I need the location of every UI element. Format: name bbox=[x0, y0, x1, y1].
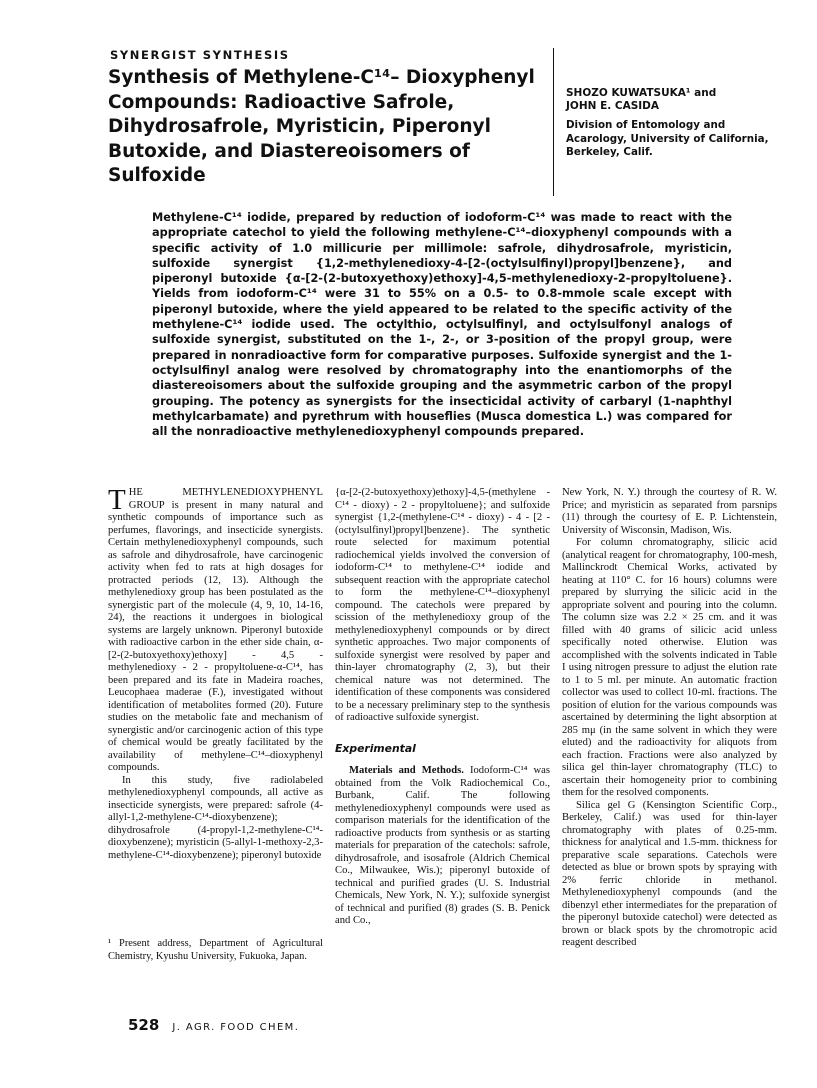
body-paragraph: Silica gel G (Kensington Scientific Corp., Berkeley, Calif.) was used for thin-layer chromatography with plates of 0.25-mm. thickness for analytical and 1.5-mm. thickness for preparative scale separations. Catechols were detected as blue or brown spots by spraying with 2% ferric chloride in methanol. Methylenedioxyphenyl compounds (and the dibenzyl ether intermediates for the preparation of the piperonyl butoxide catechol) were detected as brown or black spots by the chromotropic acid reagent described bbox=[562, 799, 777, 948]
body-paragraph bbox=[335, 765, 550, 928]
vertical-rule bbox=[553, 48, 554, 196]
journal-name: J. AGR. FOOD CHEM. bbox=[172, 1022, 300, 1033]
paragraph-text: HE METHYLENEDIOXYPHENYL GROUP is present in many natural and synthetic compounds of importance such as perfumes, flavorings, and insecticide synergists. Certain methylenedioxyphenyl compounds, such as safrole and dihydrosafrole, have carcinogenic activity when fed to rats at high dosages for protracted periods (12, 13). Although the methylenedioxy group has been postulated as the synergistic part of the molecule (4, 9, 10, 14-16, 24), the reactions it undergoes in biological systems are largely unknown. Piperonyl butoxide with radioactive carbon in the ether side chain, α-[2-(2-butoxyethoxy)ethoxy] - 4,5 - methylenedioxy - 2 - propyltoluene-α-C¹⁴, has been prepared and its fate in Madeira roaches, Leucophaea maderae (F.), investigated without identification of metabolites formed (20). Future studies on the metabolic fate and mechanism of synergistic and/or carcinogenic action of this type of chemical would be greatly facilitated by the availability of methylene–C¹⁴–dioxyphenyl compounds. bbox=[108, 487, 323, 773]
affiliation-line: Acarology, University of California, bbox=[566, 132, 769, 145]
text-column-2 bbox=[335, 487, 550, 928]
article-title: Synthesis of Methylene-C¹⁴– Dioxyphenyl Compounds: Radioactive Safrole, Dihydrosafrole, Myristicin, Piperonyl Butoxide, and Diastereoisomers of Sulfoxide bbox=[108, 67, 535, 186]
author-line: JOHN E. CASIDA bbox=[566, 100, 660, 112]
intro-paragraph bbox=[108, 484, 323, 775]
body-paragraph: New York, N. Y.) through the courtesy of R. W. Price; and myristicin as separated from parsnips (11) through the courtesy of E. P. Lichtenstein, University of Wisconsin, Madison, Wis. bbox=[562, 487, 777, 536]
text-column-1 bbox=[108, 484, 323, 922]
section-heading: Experimental bbox=[335, 741, 416, 755]
affiliation-line: Berkeley, Calif. bbox=[566, 146, 653, 158]
section-label: SYNERGIST SYNTHESIS bbox=[110, 48, 290, 62]
affiliation-line: Division of Entomology and bbox=[566, 119, 726, 131]
paragraph-text: Iodoform-C¹⁴ was obtained from the Volk Radiochemical Co., Burbank, Calif. The following methylenedioxyphenyl compounds were used as comparison materials for the identification of the radioactive products from synthesis or as starting materials for preparation of the catechols: safrole, dihydrosafrole, and isosafrole (Aldrich Chemical Co., Milwaukee, Wis.); piperonyl butoxide of technical and purified grades (U. S. Industrial Chemicals, New York, N. Y.); sulfoxide synergist of technical and purified (8) grades (S. B. Penick and Co., bbox=[335, 765, 550, 926]
footnote: ¹ Present address, Department of Agricultural Chemistry, Kyushu University, Fukuoka, Japan. bbox=[108, 938, 323, 962]
text-column-3 bbox=[562, 487, 777, 950]
body-paragraph: In this study, five radiolabeled methylenedioxyphenyl compounds, all active as insecticide synergists, were prepared: safrole (4-allyl-1,2-methylene-C¹⁴-dioxybenzene); dihydrosafrole (4-propyl-1,2-methylene-C¹⁴-dioxybenzene); myristicin (5-allyl-1-methoxy-2,3-methylene-C¹⁴-dioxybenzene); piperonyl butoxide bbox=[108, 774, 323, 861]
body-paragraph: {α-[2-(2-butoxyethoxy)ethoxy]-4,5-(methylene - C¹⁴ - dioxy) - 2 - propyltoluene}; and sulfoxide synergist {1,2-(methylene-C¹⁴ - dioxy) - 4 - [2 - (octylsulfinyl)propyl]benzene}. The synthetic route selected for maximum potential radiochemical yields involved the conversion of iodoform-C¹⁴ to methylene-C¹⁴ iodide and subsequent reaction with the appropriate catechol to form the methylene-C¹⁴–dioxyphenyl compound. The catechols were prepared by scission of the methylenedioxy group of the methylenedioxyphenyl compounds or by direct synthetic approaches. Two major components of sulfoxide synergist were resolved by paper and thin-layer chromatography (2, 3), but their chemical nature was not determined. The identification of these components was considered to be a necessary preliminary step to the synthesis of radioactive sulfoxide synergist. bbox=[335, 487, 550, 723]
drop-cap: T bbox=[108, 484, 126, 516]
body-paragraph: For column chromatography, silicic acid (analytical reagent for chromatography, 100-mesh, Mallinckrodt Chemical Works, activated by heating at 110° C. for 16 hours) columns were prepared by slurrying the silicic acid in the appropriate solvent and pouring into the column. The column size was 2.2 × 25 cm. and it was filled with 40 grams of silicic acid unless specifically noted otherwise. Elution was accomplished with the solvents indicated in Table I using nitrogen pressure to adjust the elution rate to 1 to 5 ml. per minute. An automatic fraction collector was used to collect 10-ml. fractions. The position of elution for the various compounds was ascertained by determining the light absorption at 285 mμ (in the same solvent in which they were eluted) and the radioactivity for aliquots from each fraction. Fractions were also analyzed by silica gel thin-layer chromatography (TLC) to ascertain their homogeneity prior to combining them for the resolved components. bbox=[562, 537, 777, 798]
authors-block bbox=[566, 87, 791, 113]
author-line: SHOZO KUWATSUKA¹ and bbox=[566, 87, 717, 99]
page-footer bbox=[128, 1015, 299, 1034]
page-number: 528 bbox=[128, 1016, 160, 1034]
run-in-heading: Materials and Methods. bbox=[349, 765, 464, 776]
abstract: Methylene-C¹⁴ iodide, prepared by reduction of iodoform-C¹⁴ was made to react with the appropriate catechol to yield the following methylene-C¹⁴–dioxyphenyl compounds with a specific activity of 1.0 millicurie per millimole: safrole, dihydrosafrole, myristicin, sulfoxide synergist {1,2-methylenedioxy-4-[2-(octylsulfinyl)propyl]benzene}, and piperonyl butoxide {α-[2-(2-butoxyethoxy)ethoxy]-4,5-methylenedioxy-2-propyltoluene}. Yields from iodoform-C¹⁴ were 31 to 55% on a 0.5- to 0.8-mmole scale except with piperonyl butoxide, where the yield appeared to be related to the specific activity of the methylene-C¹⁴ iodide used. The octylthio, octylsulfinyl, and octylsulfonyl analogs of sulfoxide synergist, substituted on the 1-, 2-, or 3-position of the propyl group, were prepared in nonradioactive form for comparative purposes. Sulfoxide synergist and the 1-octylsulfinyl analog were resolved by chromatography into the enantiomorphs of the diastereoisomers about the sulfoxide grouping and the asymmetric carbon of the propyl grouping. The potency as synergists for the insecticidal activity of carbaryl (1-naphthyl methylcarbamate) and pyrethrum with houseflies (Musca domestica L.) was compared for all the nonradioactive methylenedioxyphenyl compounds prepared. bbox=[152, 211, 732, 439]
affiliation-block bbox=[566, 119, 796, 160]
